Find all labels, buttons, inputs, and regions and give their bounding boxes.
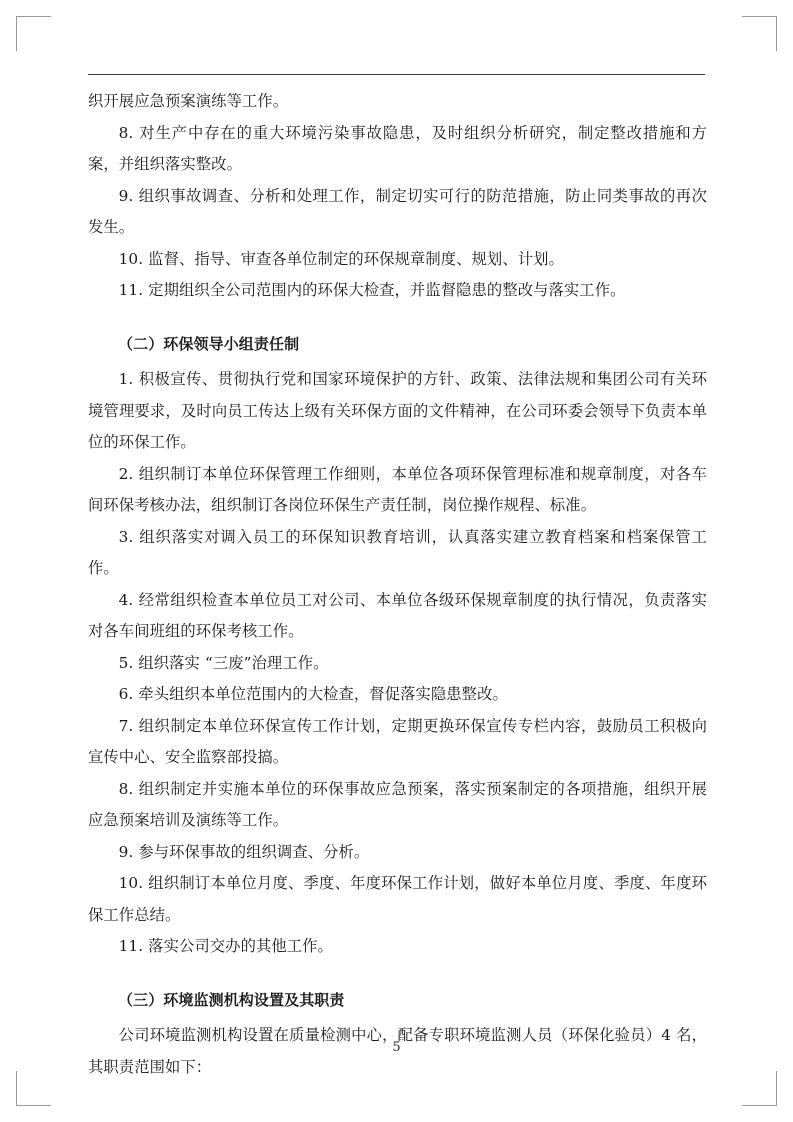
section-two-item-11: 11. 落实公司交办的其他工作。 xyxy=(118,937,333,955)
crop-mark-top-left xyxy=(16,16,51,51)
section-three-intro: 公司环境监测机构设置在质量检测中心，配备专职环境监测人员（环保化验员）4 名，其职责范围如下： xyxy=(88,1026,707,1076)
list-item-9: 9. 组织事故调查、分析和处理工作，制定切实可行的防范措施，防止同类事故的再次发生。 xyxy=(88,186,707,236)
section-two-item-8: 8. 组织制定并实施本单位的环保事故应急预案，落实预案制定的各项措施，组织开展应急预案培训及演练等工作。 xyxy=(88,779,707,829)
crop-mark-bottom-right xyxy=(742,1071,777,1106)
section-two-item-5: 5. 组织落实 “三废”治理工作。 xyxy=(118,653,329,672)
section-two-item-6: 6. 牵头组织本单位范围内的大检查，督促落实隐患整改。 xyxy=(118,685,508,703)
list-item-10: 10. 监督、指导、审查各单位制定的环保规章制度、规划、计划。 xyxy=(118,249,564,268)
section-two-item-7: 7. 组织制定本单位环保宣传工作计划，定期更换环保宣传专栏内容，鼓励员工积极向宣传中心、安全监察部投搞。 xyxy=(88,716,707,766)
list-item-11: 11. 定期组织全公司范围内的环保大检查，并监督隐患的整改与落实工作。 xyxy=(118,281,626,299)
crop-mark-bottom-left xyxy=(16,1071,51,1106)
crop-mark-top-right xyxy=(742,16,777,51)
section-two-item-9: 9. 参与环保事故的组织调查、分析。 xyxy=(118,842,370,861)
section-two-item-2: 2. 组织制订本单位环保管理工作细则，本单位各项环保管理标准和规章制度，对各车间环保考核办法，组织制订各岗位环保生产责任制，岗位操作规程、标准。 xyxy=(88,464,707,514)
section-two-item-1: 1. 积极宣传、贯彻执行党和国家环境保护的方针、政策、法律法规和集团公司有关环境管理要求，及时向员工传达上级有关环保方面的文件精神，在公司环委会领导下负责本单位的环保工作。 xyxy=(88,370,707,451)
section-two-item-4: 4. 经常组织检查本单位员工对公司、本单位各级环保规章制度的执行情况，负责落实对各车间班组的环保考核工作。 xyxy=(88,590,707,640)
paragraph-continued: 织开展应急预案演练等工作。 xyxy=(88,92,289,110)
section-two-item-3: 3. 组织落实对调入员工的环保知识教育培训，认真落实建立教育档案和档案保管工作。 xyxy=(88,527,707,577)
page-number: 5 xyxy=(392,1040,401,1055)
section-heading-two: （二）环保领导小组责任制 xyxy=(118,334,300,353)
section-heading-three: （三）环境监测机构设置及其职责 xyxy=(118,990,345,1009)
header-rule xyxy=(88,74,705,75)
document-body xyxy=(88,86,707,1083)
section-two-item-10: 10. 组织制订本单位月度、季度、年度环保工作计划，做好本单位月度、季度、年度环保工作总结。 xyxy=(88,874,707,924)
list-item-8: 8. 对生产中存在的重大环境污染事故隐患，及时组织分析研究，制定整改措施和方案，并组织落实整改。 xyxy=(88,123,707,173)
